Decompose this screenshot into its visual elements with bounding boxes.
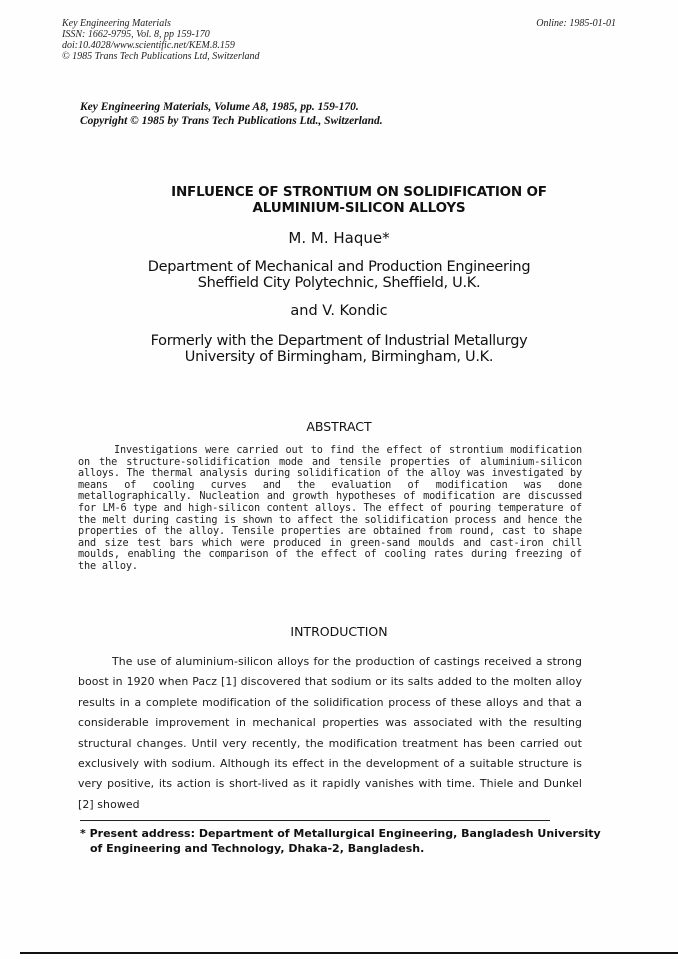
introduction-text: The use of aluminium-silicon alloys for the production of castings received a strong boost in 1920 when Pacz [1] discovered that sodium or its salts added to the molten alloy results in a complete modification of the solidification process of these alloys and that a considerable improvement in mechanical properties was associated with the resulting structural changes. Until very recently, the modification treatment has been carried out exclusively with sodium. Although its effect in the development of a suitable structure is very positive, its action is short-lived as it rapidly vanishes with time. Thiele and Dunkel [2] showed [78,655,582,811]
footnote-divider [80,820,550,821]
citation-line-2: Copyright © 1985 by Trans Tech Publications Ltd., Switzerland. [80,115,383,127]
abstract-text: Investigations were carried out to find the effect of strontium modification on the structure-solidification mode and tensile properties of aluminium-silicon alloys. The thermal analysis during solidification of the alloy was investigated by means of cooling curves and the evaluation of modification was done metallographically. Nucleation and growth hypotheses of modification are discussed for LM-6 type and high-silicon content alloys. The effect of pouring temperature of the melt during casting is shown to affect the solidification process and hence the properties of the alloy. Tensile properties are obtained from round, cast to shape and size test bars which were produced in green-sand moulds and cast-iron chill moulds, enabling the comparison of the effect of cooling rates during freezing of the alloy. [78,445,582,572]
doi-line: doi:10.4028/www.scientific.net/KEM.8.159 [62,40,235,51]
author-2-institution: University of Birmingham, Birmingham, U.K. [184,349,494,365]
online-date: Online: 1985-01-01 [536,18,616,29]
publication-metadata [62,18,260,62]
author-1-department: Department of Mechanical and Production Engineering [147,259,531,275]
author-1-name: M. M. Haque* [288,229,390,247]
author-2-department: Formerly with the Department of Industrial Metallurgy [150,333,528,349]
page-bottom-rule [20,952,678,954]
title-line-1: INFLUENCE OF STRONTIUM ON SOLIDIFICATION OF [171,184,547,200]
author-2-affiliation [0,333,678,365]
introduction-heading: INTRODUCTION [290,624,388,639]
author-1-affiliation [0,259,678,291]
citation-line-1: Key Engineering Materials, Volume A8, 1985, pp. 159-170. [80,101,359,113]
author-1-institution: Sheffield City Polytechnic, Sheffield, U.K. [197,275,481,291]
footnote-line-1: * Present address: Department of Metallurgical Engineering, Bangladesh University [80,827,601,840]
copyright-line: © 1985 Trans Tech Publications Ltd, Switzerland [62,51,260,62]
title-line-2: ALUMINIUM-SILICON ALLOYS [252,200,466,216]
paper-title [20,184,678,216]
issn-line: ISSN: 1662-9795, Vol. 8, pp 159-170 [62,29,210,40]
footnote [80,826,601,856]
author-2-name: and V. Kondic [290,303,388,319]
footnote-line-2: of Engineering and Technology, Dhaka-2, Bangladesh. [90,842,425,855]
journal-name: Key Engineering Materials [62,18,171,29]
abstract-heading: ABSTRACT [306,419,372,434]
citation-block [80,100,383,128]
